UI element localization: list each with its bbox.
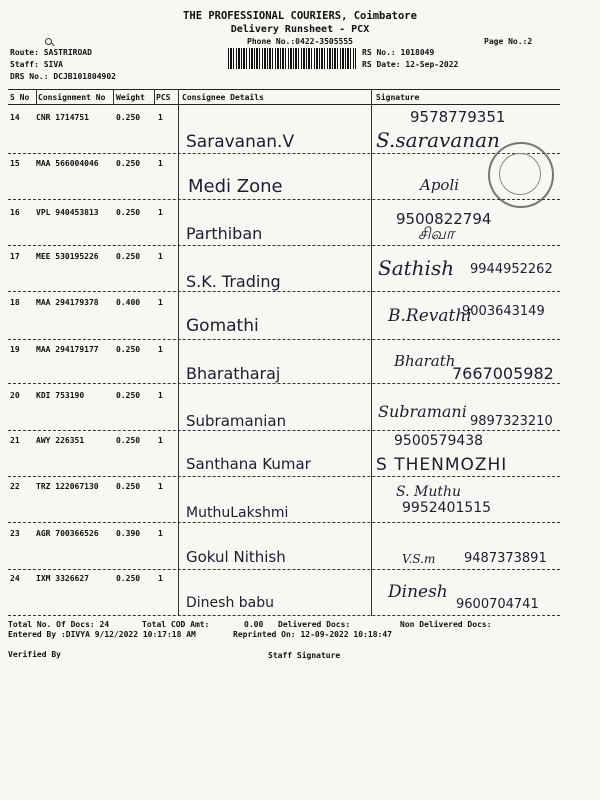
consignee-name: Santhana Kumar [186, 455, 311, 473]
row-divider [8, 339, 560, 340]
row-consignment: MAA 294179378 [36, 298, 99, 307]
receiver-signature: சிவா [418, 224, 455, 243]
consignee-name: S.K. Trading [186, 272, 281, 291]
table-top-rule [8, 89, 560, 90]
consignee-phone: 9897323210 [470, 414, 553, 429]
total-docs [8, 620, 109, 629]
row-divider [8, 476, 560, 477]
row-consignment: AWY 226351 [36, 436, 85, 445]
row-pcs: 1 [158, 208, 163, 217]
row-sno: 24 [10, 574, 20, 583]
receiver-signature: S. Muthu [396, 484, 462, 500]
rs-no-row [362, 48, 434, 57]
row-pcs: 1 [158, 345, 163, 354]
signature-col-divider [371, 89, 372, 616]
row-divider [8, 569, 560, 570]
consignee-name: Subramanian [186, 412, 287, 430]
col-divider [36, 89, 37, 104]
consignee-name: Gomathi [186, 316, 259, 336]
col-signature-header: Signature [376, 93, 420, 102]
row-weight: 0.250 [116, 345, 141, 354]
col-divider [154, 89, 155, 104]
row-pcs: 1 [158, 159, 163, 168]
row-consignment: MEE 530195226 [36, 252, 99, 261]
consignee-phone: 9578779351 [410, 108, 506, 126]
row-consignment: IXM 3326627 [36, 574, 89, 583]
row-consignment: KDI 753190 [36, 391, 85, 400]
row-consignment: TRZ 122067130 [36, 482, 99, 491]
consignee-name: Parthiban [186, 224, 263, 243]
receiver-signature: V.S.m [402, 552, 436, 566]
row-sno: 20 [10, 391, 20, 400]
row-pcs: 1 [158, 298, 163, 307]
row-weight: 0.400 [116, 298, 141, 307]
route-label: Route: [10, 48, 39, 57]
drs-label: DRS No.: [10, 72, 49, 81]
magnifier-icon [45, 38, 52, 45]
rs-date-label: RS Date: [362, 60, 401, 69]
col-consignee-header: Consignee Details [182, 93, 264, 102]
staff-signature: Staff Signature [268, 651, 341, 660]
staff-value: SIVA [43, 60, 63, 69]
consignee-name: Gokul Nithish [186, 548, 286, 566]
reprinted-label: Reprinted On: [233, 630, 296, 639]
staff-label: Staff: [10, 60, 39, 69]
consignee-name: Saravanan.V [186, 132, 295, 152]
entered-by-value: DIVYA 9/12/2022 10:17:18 AM [65, 630, 196, 639]
row-pcs: 1 [158, 252, 163, 261]
row-weight: 0.250 [116, 574, 141, 583]
consignee-phone: 9600704741 [456, 597, 539, 612]
staff-row [10, 60, 63, 69]
consignee-col-divider [178, 89, 179, 616]
row-pcs: 1 [158, 391, 163, 400]
row-sno: 16 [10, 208, 20, 217]
reprinted-on [233, 630, 392, 639]
total-cod-value: 0.00 [244, 620, 264, 629]
rs-no-value: 1018049 [400, 48, 435, 57]
receiver-signature: Bharath [394, 352, 456, 370]
reprinted-value: 12-09-2022 10:18:47 [300, 630, 392, 639]
consignee-name: MuthuLakshmi [186, 505, 289, 521]
consignee-name: Medi Zone [188, 176, 283, 197]
consignee-phone: 9487373891 [464, 551, 547, 566]
row-divider [8, 199, 560, 200]
drs-value: DCJB101804902 [53, 72, 116, 81]
receiver-signature: Dinesh [388, 582, 448, 602]
total-docs-value: 24 [99, 620, 110, 629]
row-sno: 19 [10, 345, 20, 354]
rs-date-value: 12-Sep-2022 [405, 60, 459, 69]
row-sno: 18 [10, 298, 20, 307]
row-sno: 15 [10, 159, 20, 168]
barcode [228, 48, 356, 69]
receiver-signature: S.saravanan [376, 128, 500, 152]
receiver-signature: B.Revathi [388, 306, 472, 326]
receiver-signature: Subramani [378, 402, 467, 421]
row-divider [8, 153, 560, 154]
row-consignment: VPL 940453813 [36, 208, 99, 217]
row-weight: 0.250 [116, 436, 141, 445]
col-sno-header: S No [10, 93, 30, 102]
consignee-phone: 7667005982 [452, 364, 554, 383]
row-divider [8, 522, 560, 523]
row-pcs: 1 [158, 529, 163, 538]
row-sno: 23 [10, 529, 20, 538]
col-consignment-header: Consignment No [38, 93, 106, 102]
receiver-signature: Sathish [378, 256, 455, 280]
consignee-phone: 9500822794 [396, 210, 492, 228]
consignee-phone: 9500579438 [394, 433, 484, 449]
row-consignment: MAA 566004046 [36, 159, 99, 168]
row-sno: 22 [10, 482, 20, 491]
total-docs-label: Total No. Of Docs: [8, 620, 95, 629]
row-sno: 21 [10, 436, 20, 445]
col-pcs-header: PCS [156, 93, 171, 102]
rs-date-row [362, 60, 458, 69]
row-weight: 0.250 [116, 113, 141, 122]
entered-by [8, 630, 196, 639]
row-weight: 0.250 [116, 252, 141, 261]
total-cod-label: Total COD Amt: [142, 620, 210, 629]
row-divider [8, 430, 560, 431]
drs-row [10, 72, 116, 81]
row-weight: 0.250 [116, 391, 141, 400]
receiver-signature: Apoli [420, 176, 460, 194]
row-sno: 14 [10, 113, 20, 122]
row-divider [8, 291, 560, 292]
table-header-rule [8, 104, 560, 105]
route-row [10, 48, 92, 57]
row-consignment: CNR 1714751 [36, 113, 89, 122]
route-value: SASTRIROAD [43, 48, 92, 57]
row-divider [8, 383, 560, 384]
row-consignment: AGR 700366526 [36, 529, 99, 538]
runsheet-title: Delivery Runsheet - PCX [230, 24, 370, 35]
consignee-phone: 9003643149 [462, 304, 545, 319]
consignee-name: Bharatharaj [186, 364, 281, 383]
consignee-phone: 9952401515 [402, 500, 492, 516]
row-divider [8, 245, 560, 246]
entered-by-label: Entered By : [8, 630, 66, 639]
rs-no-label: RS No.: [362, 48, 396, 57]
company-title: THE PROFESSIONAL COURIERS, Coimbatore [183, 10, 417, 22]
col-weight-header: Weight [116, 93, 145, 102]
delivered-docs: Delivered Docs: [278, 620, 351, 629]
row-consignment: MAA 294179177 [36, 345, 99, 354]
page-number: Page No.:2 [484, 37, 533, 46]
row-weight: 0.250 [116, 482, 141, 491]
row-pcs: 1 [158, 574, 163, 583]
consignee-name: Dinesh babu [186, 595, 274, 611]
row-pcs: 1 [158, 113, 163, 122]
row-weight: 0.250 [116, 208, 141, 217]
consignee-phone: 9944952262 [470, 262, 553, 277]
phone-number: Phone No.:0422-3505555 [247, 37, 353, 46]
col-divider [113, 89, 114, 104]
row-weight: 0.250 [116, 159, 141, 168]
receiver-signature: S THENMOZHI [376, 455, 508, 475]
row-divider [8, 615, 560, 616]
verified-by: Verified By [8, 650, 61, 659]
row-pcs: 1 [158, 482, 163, 491]
row-sno: 17 [10, 252, 20, 261]
non-delivered-docs: Non Delivered Docs: [400, 620, 492, 629]
row-pcs: 1 [158, 436, 163, 445]
row-weight: 0.390 [116, 529, 141, 538]
